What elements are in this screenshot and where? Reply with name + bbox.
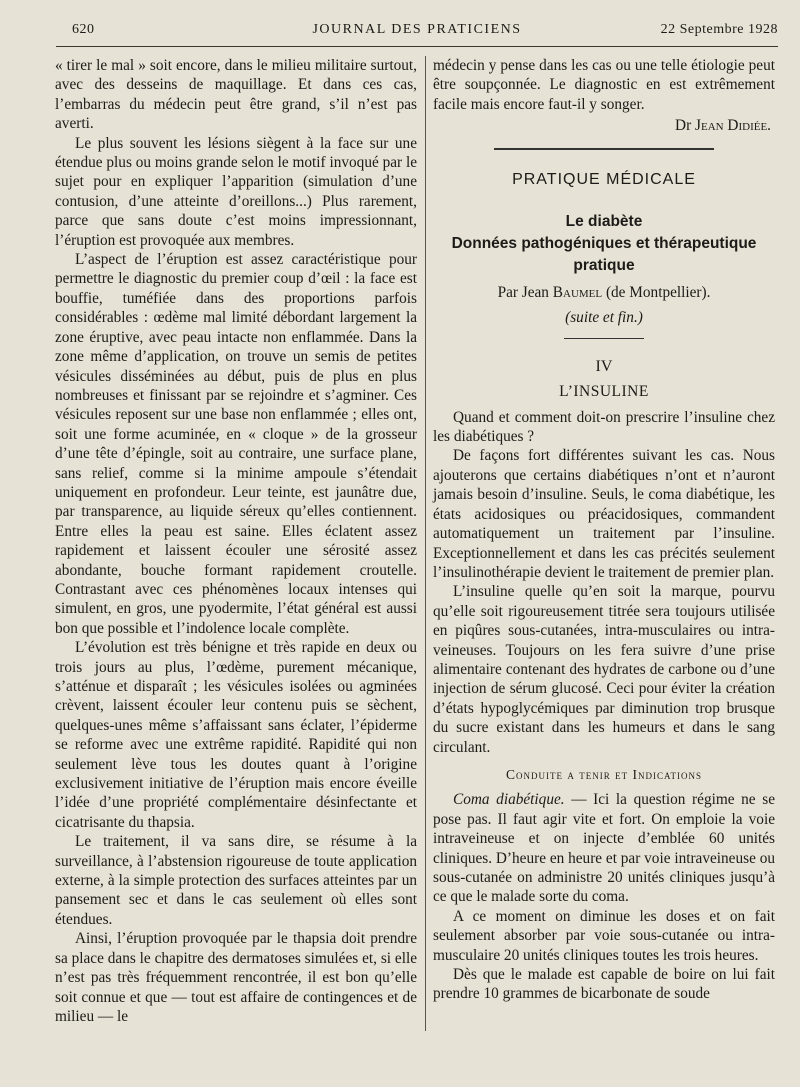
continuation-note: (suite et fin.): [565, 309, 643, 327]
chapter-title: L’INSULINE: [559, 383, 649, 401]
byline: [433, 283, 775, 302]
issue-date: 22 Septembre 1928: [660, 22, 778, 37]
byline-prefix: Par Jean: [497, 284, 549, 302]
coma-text: — Ici la question régime ne se pose pas. Il faut agir vite et fort. On emploie la voie intraveineuse et on injecte d’emblée 60 unités cliniques. D’heure en heure et par voie intraveineuse ou sous-cutanée on administre 20 unités cliniques jusqu’à ce que le malade sorte du coma.: [433, 791, 775, 906]
byline-suffix: (de Montpellier).: [605, 284, 711, 302]
paragraph: Ainsi, l’éruption provoquée par le thapsia doit prendre sa place dans le chapitre des dermatoses simulées et, si elle n’est pas très fréquemment rencontrée, il est bon qu’elle soit connue et que — tout est affaire de contingences et de milieu — le: [55, 930, 417, 1025]
coma-label: Coma diabétique.: [453, 791, 565, 809]
page-number: 620: [72, 22, 95, 37]
paragraph: médecin y pense dans les cas ou une telle étiologie peut être soupçonnée. Le diagnostic en est extrêmement facile mais encore faut-il y songer.: [433, 57, 775, 113]
chapter-number: IV: [595, 357, 613, 375]
paragraph: L’insuline quelle qu’en soit la marque, pourvu qu’elle soit rigoureusement titrée sera toujours utilisée en piqûres sous-cutanées, intra-musculaires ou intra-veineuses. Toujours on les fera suivre d’une prise alimentaire contenant des hydrates de carbone ou d’une injection de sérum glucosé. Ceci pour éviter la création d’états hypoglycémiques par diminution trop brusque du sucre existant dans les humeurs et dans le sang circulant.: [433, 583, 775, 756]
byline-author: Baumel: [552, 284, 603, 302]
paragraph: L’aspect de l’éruption est assez caractéristique pour permettre le diagnostic du premier coup d’œil : la face est bouffie, tuméfiée dans des proportions parfois considérables : œdème mal limité débordant largement la zone éruptive, avec peau intacte non enflammée. Dans la zone même d’application, on trouve un semis de petites vésicules disséminées au début, puis de plus en plus nombreuses et finissant par se rejoindre et s’agminer. Ces vésicules reposent sur une base non enflammée ; elles ont, soit une forme acuminée, en « cloque » de la grosseur d’une tête d’épingle, soit au contraire, une surface plane, sans relief, comme si la minime ampoule s’étendait uniquement en profondeur. Leur teinte, est jaunâtre due, par transparence, au liquide séreux qu’elles contiennent. Entre elles la peau est saine. Elles éclatent assez rapidement et laissent écouler une sérosité assez abondante, bouche formant rapidement croutelle. Contrastant avec ces phénomènes locaux intenses qui simulent, en gros, une pyodermite, l’état général est aussi bon que possible et l’indolence locale complète.: [55, 251, 417, 637]
subheading: [433, 765, 775, 784]
paragraph: De façons fort différentes suivant les cas. Nous ajouterons que certains diabétiques n’ont et n’auront jamais besoin d’insuline. Seuls, le coma diabétique, les états acidosiques ou préacidosiques, commandent automatiquement un traitement par l’insuline. Exceptionnellement et dans les cas précités seulement l’insulinothérapie devient le traitement de premier plan.: [433, 447, 775, 581]
signature-title: Dr: [675, 117, 692, 135]
right-column: [433, 56, 775, 1004]
signature-name: Jean Didiée.: [695, 117, 771, 135]
journal-title: JOURNAL DES PRATICIENS: [312, 22, 522, 37]
article-subtitle-line: Données pathogéniques et thérapeutique pratique: [451, 235, 757, 275]
title-rule: [564, 338, 644, 339]
paragraph: [433, 790, 775, 906]
subheading-text: Conduite a tenir et Indications: [506, 766, 702, 782]
running-header: [56, 20, 778, 47]
author-signature: [433, 116, 771, 135]
paragraph: Quand et comment doit-on prescrire l’insuline chez les diabétiques ?: [433, 408, 775, 446]
paragraph: « tirer le mal » soit encore, dans le milieu militaire surtout, avec des desseins de maquillage. Et dans ces cas, l’embarras du médecin peut être grand, s’il n’est pas averti.: [55, 57, 417, 133]
section-title: PRATIQUE MÉDICALE: [512, 170, 696, 188]
paragraph: A ce moment on diminue les doses et on fait seulement absorber par voie sous-cutanée ou intra-musculaire 20 unités cliniques toutes les trois heures.: [433, 907, 775, 964]
left-column: [55, 56, 417, 1026]
paragraph: Dès que le malade est capable de boire on lui fait prendre 10 grammes de bicarbonate de soude: [433, 966, 775, 1003]
paragraph: Le plus souvent les lésions siègent à la face sur une étendue plus ou moins grande selon le motif invoqué par le sujet pour en expliquer l’apparition (simulation d’une contusion, d’une atteinte d’oreillons...) Plus rarement, parce que sans doute c’est moins impressionnant, l’éruption est provoquée aux membres.: [55, 134, 417, 249]
article-title-line: Le diabète: [565, 213, 643, 231]
column-divider: [425, 56, 426, 1031]
section-rule: [494, 148, 714, 150]
paragraph: L’évolution est très bénigne et très rapide en deux ou trois jours au plus, l’œdème, purement mécanique, s’atténue et disparaît ; les vésicules isolées ou agminées crèvent, laissent écouler leur contenu puis se sèchent, quelques-unes même s’affaissant sans éclater, l’épiderme se reforme avec une extrême rapidité. Rapidité qui non seulement lève tous les doutes quant à l’origine exclusivement initiative de l’éruption mais encore éveille l’idée d’une propriété complémentaire désinfectante et cicatrisante du thapsia.: [55, 639, 417, 831]
paragraph: Le traitement, il va sans dire, se résume à la surveillance, à l’abstension rigoureuse de toute application externe, à la simple protection des surfaces atteintes par un pansement sec et dans le cas seulement où elles sont étendues.: [55, 833, 417, 928]
article-title: [433, 211, 775, 277]
